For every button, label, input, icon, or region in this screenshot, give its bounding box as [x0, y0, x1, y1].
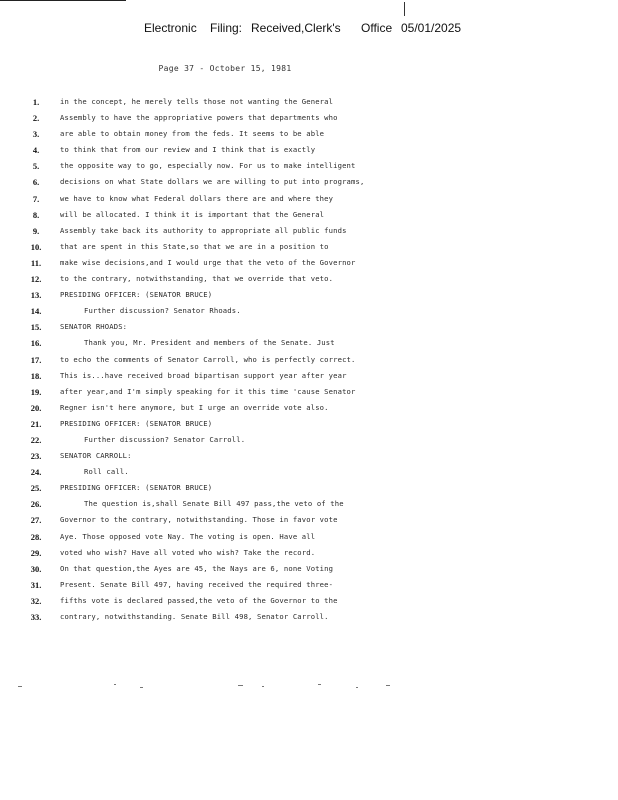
line-text: On that question,the Ayes are 45, the Nays are 6, none Voting [60, 563, 334, 573]
scan-edge-mark [404, 2, 405, 16]
transcript-line [0, 194, 618, 210]
line-text: to echo the comments of Senator Carroll, who is perfectly correct. [60, 354, 356, 364]
transcript-line [0, 290, 618, 306]
line-number: 7. [32, 193, 40, 204]
line-number: 32. [30, 595, 42, 606]
transcript-line [0, 274, 618, 290]
line-text: SENATOR RHOADS: [60, 322, 128, 332]
line-text: PRESIDING OFFICER: (SENATOR BRUCE) [60, 483, 213, 493]
transcript-line [0, 210, 618, 226]
transcript-line [0, 548, 618, 564]
line-text: Thank you, Mr. President and members of the Senate. Just [84, 338, 335, 348]
transcript-line [0, 483, 618, 499]
line-number: 26. [30, 499, 42, 510]
line-text: Governor to the contrary, notwithstanding. Those in favor vote [60, 515, 338, 525]
line-number: 6. [32, 177, 40, 188]
transcript-line [0, 97, 618, 113]
line-number: 23. [30, 451, 42, 462]
transcript-line [0, 467, 618, 483]
line-text: are able to obtain money from the feds. It seems to be able [60, 129, 325, 139]
line-text: Assembly take back its authority to appropriate all public funds [60, 225, 347, 235]
line-number: 10. [30, 241, 42, 252]
line-number: 28. [30, 531, 42, 542]
transcript-line [0, 435, 618, 451]
line-text: that are spent in this State,so that we are in a position to [60, 241, 329, 251]
line-text: The question is,shall Senate Bill 497 pass,the veto of the [84, 499, 344, 509]
line-number: 22. [30, 434, 42, 445]
line-number: 29. [30, 547, 42, 558]
line-text: Further discussion? Senator Carroll. [84, 434, 246, 444]
stamp-office: Office [361, 21, 393, 35]
line-number: 30. [30, 563, 42, 574]
transcript-line [0, 532, 618, 548]
line-text: PRESIDING OFFICER: (SENATOR BRUCE) [60, 418, 213, 428]
line-number: 31. [30, 579, 42, 590]
line-text: decisions on what State dollars we are willing to put into programs, [60, 177, 365, 187]
transcript-line [0, 612, 618, 628]
line-number: 4. [32, 145, 40, 156]
transcript-body [0, 97, 618, 628]
line-number: 5. [32, 161, 40, 172]
line-number: 8. [32, 209, 40, 220]
line-text: make wise decisions,and I would urge that the veto of the Governor [60, 257, 356, 267]
transcript-line [0, 564, 618, 580]
transcript-line [0, 499, 618, 515]
line-number: 25. [30, 483, 42, 494]
line-text: to think that from our review and I think that is exactly [60, 145, 316, 155]
line-text: the opposite way to go, especially now. For us to make intelligent [60, 161, 356, 171]
line-text: SENATOR CARROLL: [60, 451, 132, 461]
line-text: contrary, notwithstanding. Senate Bill 498, Senator Carroll. [60, 612, 329, 621]
line-number: 16. [30, 338, 42, 349]
line-number: 12. [30, 274, 42, 285]
transcript-line [0, 387, 618, 403]
transcript-line [0, 580, 618, 596]
line-text: fifths vote is declared passed,the veto of the Governor to the [60, 595, 338, 605]
transcript-line [0, 145, 618, 161]
line-text: to the contrary, notwithstanding, that we override that veto. [60, 274, 334, 284]
line-text: Aye. Those opposed vote Nay. The voting is open. Have all [60, 531, 316, 541]
transcript-line [0, 113, 618, 129]
scan-noise [0, 684, 618, 690]
line-number: 21. [30, 418, 42, 429]
line-text: This is...have received broad bipartisan support year after year [60, 370, 347, 380]
line-number: 20. [30, 402, 42, 413]
transcript-line [0, 161, 618, 177]
line-text: in the concept, he merely tells those not wanting the General [60, 97, 334, 106]
scan-edge-rule [0, 0, 126, 1]
transcript-line [0, 306, 618, 322]
transcript-line [0, 258, 618, 274]
line-number: 19. [30, 386, 42, 397]
transcript-line [0, 226, 618, 242]
stamp-received: Received,Clerk's [251, 21, 341, 35]
line-number: 14. [30, 306, 42, 317]
line-text: we have to know what Federal dollars there are and where they [60, 193, 334, 203]
line-number: 13. [30, 290, 42, 301]
transcript-line [0, 322, 618, 338]
line-text: Present. Senate Bill 497, having received the required three- [60, 579, 334, 589]
line-number: 15. [30, 322, 42, 333]
line-number: 1. [32, 97, 40, 107]
line-text: Roll call. [84, 467, 129, 477]
transcript-line [0, 129, 618, 145]
transcript-line [0, 371, 618, 387]
line-text: will be allocated. I think it is important that the General [60, 209, 325, 219]
stamp-filing: Filing: [210, 21, 243, 35]
line-number: 18. [30, 370, 42, 381]
line-number: 9. [32, 225, 40, 236]
line-number: 2. [32, 113, 40, 124]
line-number: 27. [30, 515, 42, 526]
transcript-line [0, 242, 618, 258]
line-number: 3. [32, 129, 40, 140]
transcript-line [0, 355, 618, 371]
line-text: Assembly to have the appropriative powers that departments who [60, 113, 338, 123]
line-text: PRESIDING OFFICER: (SENATOR BRUCE) [60, 290, 213, 300]
line-text: Regner isn't here anymore, but I urge an override vote also. [60, 402, 329, 412]
transcript-line [0, 515, 618, 531]
transcript-line [0, 403, 618, 419]
line-text: after year,and I'm simply speaking for it this time 'cause Senator [60, 386, 356, 396]
stamp-date: 05/01/2025 [401, 21, 462, 35]
stamp-electronic: Electronic [144, 21, 197, 35]
line-number: 11. [30, 257, 42, 268]
line-number: 24. [30, 467, 42, 478]
line-number: 17. [30, 354, 42, 365]
line-text: Further discussion? Senator Rhoads. [84, 306, 241, 316]
transcript-line [0, 419, 618, 435]
page-title: Page 37 - October 15, 1981 [158, 64, 292, 73]
transcript-line [0, 177, 618, 193]
line-number: 33. [30, 612, 42, 622]
line-text: voted who wish? Have all voted who wish? Take the record. [60, 547, 316, 557]
transcript-line [0, 596, 618, 612]
transcript-line [0, 451, 618, 467]
transcript-line [0, 338, 618, 354]
